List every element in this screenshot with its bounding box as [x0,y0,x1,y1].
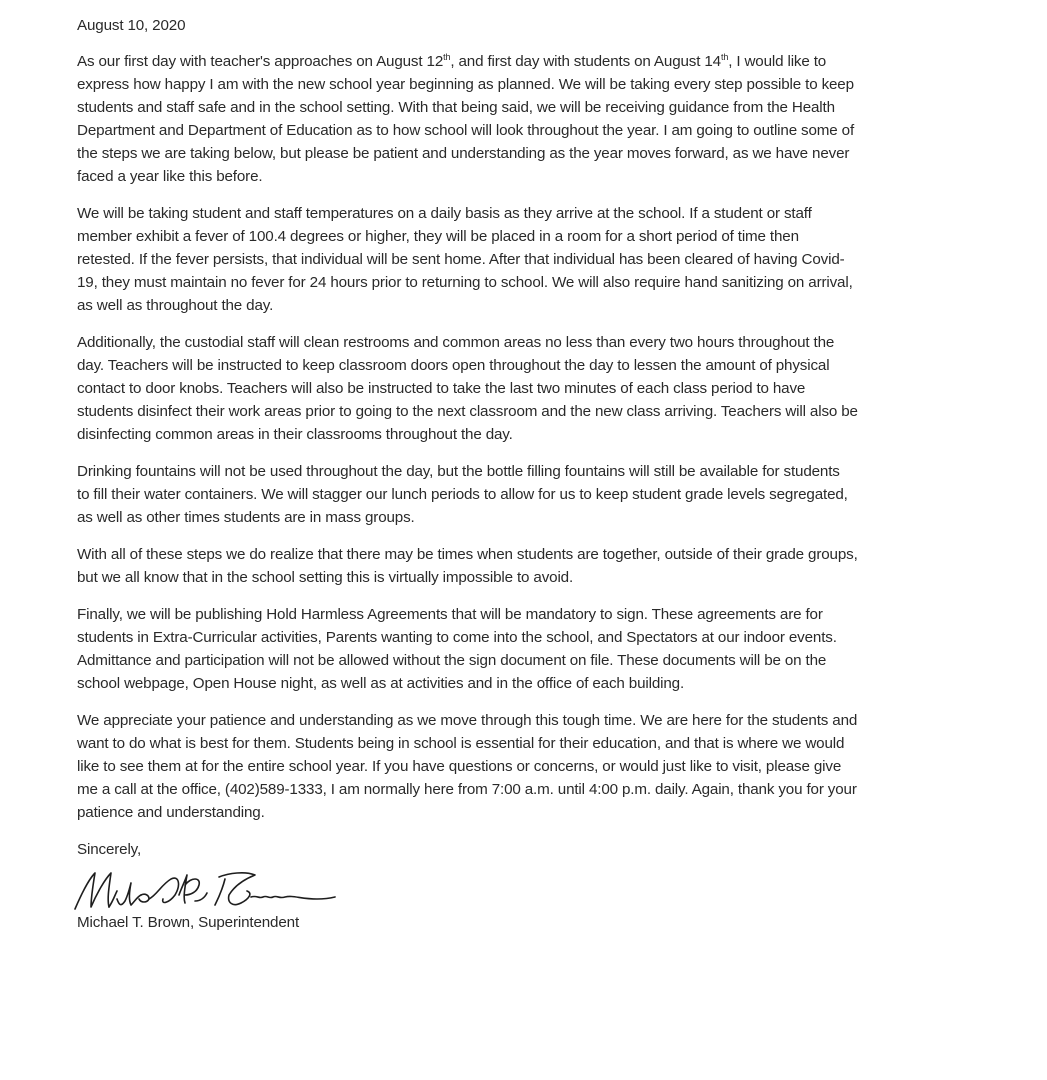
text-line: express how happy I am with the new school year beginning as planned. We will be taking every step possible to keep [77,76,854,93]
ordinal-suffix: th [720,51,729,62]
paragraph [77,709,977,824]
paragraph [77,202,977,317]
closing: Sincerely, [77,841,142,858]
text-fragment: As our first day with teacher's approaches on August 12 [77,53,444,70]
text-line: With all of these steps we do realize that there may be times when students are together, outside of their grade groups, [77,546,858,563]
text-line: but we all know that in the school setting this is virtually impossible to avoid. [77,569,574,586]
text-line: 19, they must maintain no fever for 24 hours prior to returning to school. We will also require hand sanitizing on arrival, [77,274,853,291]
text-line: day. Teachers will be instructed to keep classroom doors open throughout the day to lessen the amount of physical [77,357,830,374]
text-line: students disinfect their work areas prior to going to the next classroom and the new class arriving. Teachers will also be [77,403,858,420]
text-line: want to do what is best for them. Students being in school is essential for their education, and that is where we would [77,735,845,752]
text-line: Additionally, the custodial staff will clean restrooms and common areas no less than every two hours throughout the [77,334,835,351]
text-line: Admittance and participation will not be allowed without the sign document on file. These documents will be on the [77,652,827,669]
signature-icon [69,865,339,917]
text-line [77,50,977,73]
signer-name: Michael T. Brown, Superintendent [77,914,300,931]
paragraph [77,543,977,589]
text-line: students and staff safe and in the school setting. With that being said, we will be receiving guidance from the Health [77,99,835,116]
text-line: disinfecting common areas in their classrooms throughout the day. [77,426,513,443]
text-line: We will be taking student and staff temperatures on a daily basis as they arrive at the school. If a student or staff [77,205,812,222]
text-fragment: , and first day with students on August 14 [450,53,721,70]
letter-date: August 10, 2020 [77,17,186,34]
text-line: retested. If the fever persists, that individual will be sent home. After that individual has been cleared of having Covid- [77,251,845,268]
paragraph [77,603,977,695]
text-line: member exhibit a fever of 100.4 degrees or higher, they will be placed in a room for a short period of time then [77,228,799,245]
text-line: like to see them at for the entire school year. If you have questions or concerns, or would just like to visit, please give [77,758,842,775]
ordinal-suffix: th [443,51,451,62]
text-line: patience and understanding. [77,804,265,821]
paragraph [77,331,977,446]
text-line: faced a year like this before. [77,168,263,185]
text-line: Drinking fountains will not be used throughout the day, but the bottle filling fountains will still be available for students [77,463,840,480]
paragraph [77,50,977,188]
text-line: Department and Department of Education as to how school will look throughout the year. I am going to outline some of [77,122,855,139]
text-fragment: , I would like to [728,53,827,70]
text-line: contact to door knobs. Teachers will also be instructed to take the last two minutes of each class period to have [77,380,806,397]
text-line: me a call at the office, (402)589-1333, I am normally here from 7:00 a.m. until 4:00 p.m. daily. Again, thank you for your [77,781,857,798]
paragraph [77,460,977,529]
text-line: We appreciate your patience and understanding as we move through this tough time. We are here for the students and [77,712,858,729]
text-line: school webpage, Open House night, as well as at activities and in the office of each building. [77,675,685,692]
text-line: the steps we are taking below, but please be patient and understanding as the year moves forward, as we have never [77,145,850,162]
text-line: as well as throughout the day. [77,297,274,314]
letter-body [77,50,977,824]
text-line: Finally, we will be publishing Hold Harmless Agreements that will be mandatory to sign. These agreements are for [77,606,823,623]
letter [77,14,977,934]
text-line: to fill their water containers. We will stagger our lunch periods to allow for us to keep student grade levels segregated, [77,486,848,503]
text-line: students in Extra-Curricular activities, Parents wanting to come into the school, and Spectators at our indoor events. [77,629,837,646]
text-line: as well as other times students are in mass groups. [77,509,415,526]
